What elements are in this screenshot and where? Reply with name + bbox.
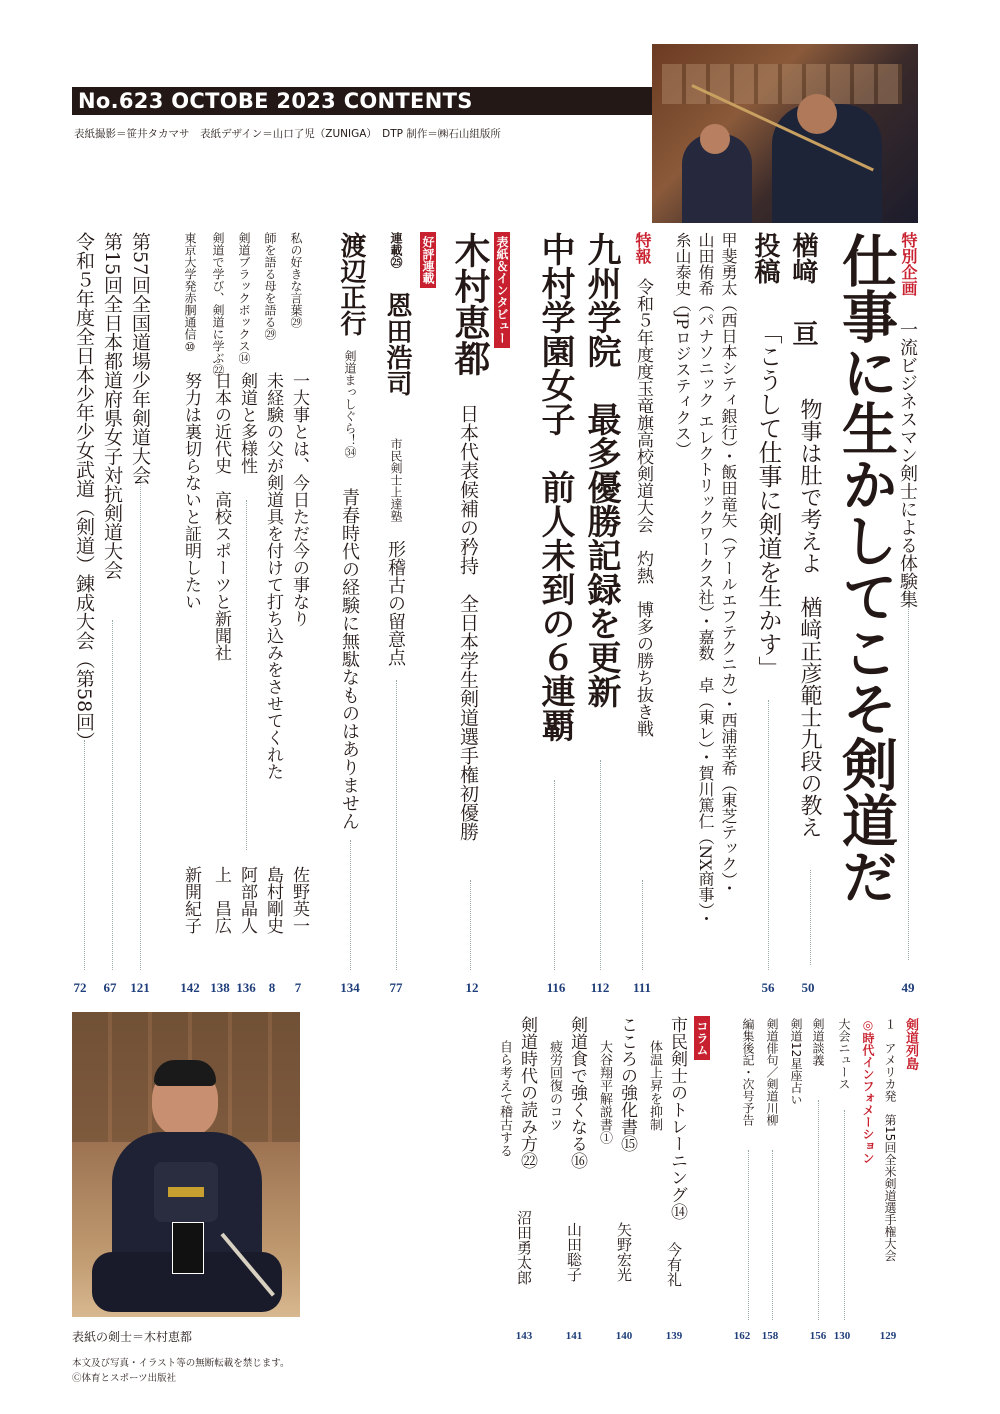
small-3-title: 剣道と多様性 — [237, 372, 257, 474]
page-tokuho-1: 111 — [632, 980, 652, 995]
column-tag: コラム — [694, 1016, 710, 1060]
special-tag: 特別企画 — [899, 232, 918, 296]
toko-title: 「こうして仕事に剣道を生かす」 — [754, 320, 782, 680]
tournament-3: 令和５年度全日本少年少女武道（剣道）錬成大会（第58回） — [73, 232, 95, 751]
photo-caption: 表紙の剣士＝木村恵都 — [72, 1330, 193, 1344]
page-small-5: 142 — [180, 980, 200, 995]
rensai-2-name: 渡辺正行 — [336, 232, 366, 336]
small-4-title: 日本の近代史 高校スポーツと新聞社 — [211, 372, 231, 661]
cover-kendoka-photo — [72, 1012, 300, 1317]
small-5-author: 新開紀子 — [181, 866, 201, 934]
header-title: No.623 OCTOBE 2023 CONTENTS — [78, 89, 473, 113]
small-1-title: 一大事とは、今日ただ今の事なり — [289, 372, 309, 627]
rensai-2-title: 青春時代の経験に無駄なものはありません — [339, 488, 360, 830]
contributor-line-2: 山田侑希（パナソニック エレクトリックワークス社）・嘉数 卓（東レ）・賀川篤仁（NX商事）・ — [696, 232, 715, 927]
page-column-4: 143 — [515, 1330, 533, 1342]
small-5-series: 東京大学発赤胴通信⑩ — [183, 232, 197, 354]
small-3-author: 阿部晶人 — [237, 866, 257, 934]
small-4-series: 剣道で学び、剣道に学ぶ㉒ — [211, 232, 225, 376]
retto-dangi: 剣道談義 — [811, 1018, 825, 1066]
small-1-series: 私の好きな言葉㉙ — [289, 232, 303, 328]
rensai-1-name: 恩田浩司 — [382, 292, 412, 396]
column-2-sub: 大谷翔平解説書① — [597, 1040, 612, 1144]
column-4-sub: 自ら考えて稽古する — [497, 1040, 512, 1157]
column-1-author: 今有礼 — [665, 1242, 683, 1287]
cover-interview-name: 木村恵都 — [449, 232, 491, 376]
retto-henshu: 編集後記・次号予告 — [741, 1018, 755, 1126]
special-headline: 仕事に生かしてこそ剣道だ — [833, 232, 899, 904]
page-rensai-2: 134 — [340, 980, 360, 995]
contributor-line-3: 糸山泰史（JPロジスティクス） — [673, 232, 692, 458]
page-small-4: 138 — [210, 980, 230, 995]
page-toko: 56 — [761, 980, 775, 995]
special-sub: 物事は肚で考えよ 楢﨑正彦範士九段の教え — [797, 398, 822, 838]
retto-tag: 剣道列島 — [903, 1018, 918, 1070]
toko-tag: 投稿 — [750, 232, 780, 284]
tokuho-tag: 特報 — [633, 232, 652, 264]
page-retto-henshu: 162 — [733, 1330, 751, 1342]
retto-seiza: 剣道12星座占い — [789, 1018, 803, 1106]
page-cover-interview: 12 — [465, 980, 479, 995]
column-2-title: こころの強化書⑮ — [617, 1016, 637, 1152]
page-small-1: 7 — [294, 980, 302, 995]
page-retto-haiku: 158 — [761, 1330, 779, 1342]
special-lead: 一流ビジネスマン剣士による体験集 — [897, 320, 918, 608]
kendo-photo-top — [652, 44, 918, 223]
page-column-2: 140 — [615, 1330, 633, 1342]
cover-interview-tag: 表紙＆インタビュー — [494, 232, 510, 348]
tokuho-item-3: 中村学園女子 前人未到の６連覇 — [535, 232, 575, 742]
retto-item-1: １ アメリカ発 第15回全米剣道選手権大会 — [883, 1018, 897, 1262]
tokuho-item-2: 九州学院 最多優勝記録を更新 — [581, 232, 621, 708]
rensai-1-title: 形稽古の留意点 — [385, 540, 406, 666]
tournament-2: 第15回全日本都道府県女子対抗剣道大会 — [101, 232, 123, 580]
small-3-series: 剣道ブラックボックス⑭ — [237, 232, 251, 364]
header-credits: 表紙撮影＝笹井タカマサ 表紙デザイン＝山口了児（ZUNIGA） DTP 制作＝㈱石山組版所 — [74, 128, 501, 140]
page-tokuho-3: 116 — [546, 980, 566, 995]
rensai-2-series: 剣道まっしぐら！㉞ — [343, 350, 357, 458]
rensai-tag: 好評連載 — [420, 232, 436, 288]
small-2-title: 未経験の父が剣道具を付けて打ち込みをさせてくれた — [263, 372, 283, 780]
page-retto-1: 129 — [879, 1330, 897, 1342]
page-small-2: 8 — [268, 980, 276, 995]
footer-line-2: Ⓒ体育とスポーツ出版社 — [72, 1373, 177, 1384]
column-3-sub: 疲労回復のコツ — [547, 1040, 562, 1131]
page-special: 49 — [901, 980, 915, 995]
contributor-line-1: 甲斐勇太（西日本シティ銀行）・飯田竜矢（アールエフテクニカ）・西浦幸希（東芝テック）・ — [719, 232, 738, 896]
page-retto-news: 130 — [833, 1330, 851, 1342]
page-tournament-2: 67 — [103, 980, 117, 995]
page-rensai-1: 77 — [389, 980, 403, 995]
retto-news: 大会ニュース — [837, 1018, 851, 1090]
page-retto-dangi: 156 — [809, 1330, 827, 1342]
small-2-series: 師を語る母を語る㉙ — [263, 232, 277, 340]
retto-info: ◎時代インフォメーション — [861, 1018, 875, 1164]
author-surname: 楢﨑 — [788, 232, 818, 284]
small-2-author: 島村剛史 — [263, 866, 283, 934]
cover-interview-text: 日本代表候補の矜持 全日本学生剣道選手権初優勝 — [457, 404, 479, 841]
author-name: 亘 — [788, 320, 818, 346]
column-4-title: 剣道時代の読み方㉒ — [517, 1016, 537, 1169]
page-column-3: 141 — [565, 1330, 583, 1342]
small-5-title: 努力は裏切らないと証明したい — [181, 372, 201, 610]
small-1-author: 佐野英一 — [289, 866, 309, 934]
rensai-1-series: 市民剣士上達塾 — [389, 438, 403, 522]
column-4-author: 沼田勇太郎 — [515, 1210, 533, 1285]
column-2-author: 矢野宏光 — [615, 1222, 633, 1282]
column-3-author: 山田聡子 — [565, 1222, 583, 1282]
retto-haiku: 剣道俳句／剣道川柳 — [765, 1018, 779, 1126]
column-1-sub: 体温上昇を抑制 — [647, 1040, 662, 1131]
page-tokuho-2: 112 — [590, 980, 610, 995]
footer-line-1: 本文及び写真・イラスト等の無断転載を禁じます。 — [72, 1358, 290, 1369]
page-special-sub: 50 — [801, 980, 815, 995]
rensai-1-label: 連載㉕ — [389, 232, 403, 268]
column-1-title: 市民剣士のトレーニング⑭ — [667, 1016, 687, 1220]
page-tournament-3: 72 — [73, 980, 87, 995]
page-column-1: 139 — [665, 1330, 683, 1342]
tokuho-item-1: 令和５年度度玉竜旗高校剣道大会 灼熱 博多の勝ち抜き戦 — [633, 278, 653, 737]
page-tournament-1: 121 — [130, 980, 150, 995]
page-small-3: 136 — [236, 980, 256, 995]
column-3-title: 剣道食で強くなる⑯ — [567, 1016, 587, 1169]
small-4-author: 上 昌広 — [211, 866, 231, 934]
tournament-1: 第57回全国道場少年剣道大会 — [129, 232, 151, 485]
